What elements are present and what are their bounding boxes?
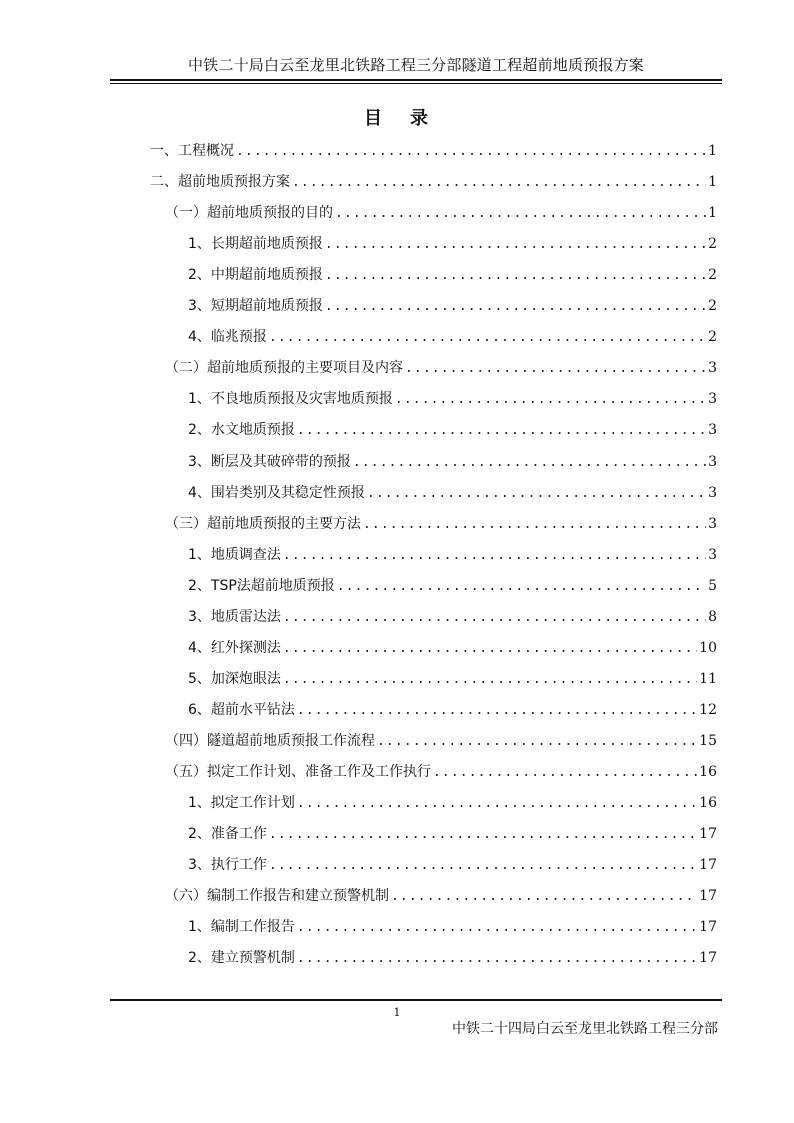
toc-entry[interactable] xyxy=(188,792,717,818)
toc-entry[interactable] xyxy=(188,295,717,321)
page-number: 1 xyxy=(393,1006,401,1019)
toc-entry-page: 3 xyxy=(708,360,717,377)
toc-entry[interactable] xyxy=(188,544,717,570)
toc-entry-leader xyxy=(269,330,706,345)
toc-entry[interactable] xyxy=(188,854,717,880)
toc-entry-leader xyxy=(367,486,706,501)
toc-entry-label: （五）拟定工作计划、准备工作及工作执行 xyxy=(165,764,431,780)
toc-entry-label: 1、地质调查法 xyxy=(188,546,281,563)
header-rule-thin xyxy=(110,83,722,84)
toc-entry-leader xyxy=(335,206,706,221)
toc-entry[interactable] xyxy=(188,482,717,508)
toc-entry-page: 2 xyxy=(708,236,717,253)
toc-entry[interactable] xyxy=(188,606,717,632)
toc-entry-page: 16 xyxy=(699,795,717,812)
toc-entry-leader xyxy=(297,796,697,811)
toc-entry-page: 2 xyxy=(708,267,717,284)
toc-entry-label: 一、工程概况 xyxy=(150,143,234,159)
toc-entry-leader xyxy=(283,610,706,625)
toc-entry-leader xyxy=(297,423,706,438)
toc-entry[interactable] xyxy=(165,202,717,228)
toc-entry-label: 二、超前地质预报方案 xyxy=(150,174,290,191)
toc-title xyxy=(0,104,794,130)
toc-entry-leader xyxy=(433,765,697,780)
toc-entry-label: 2、中期超前地质预报 xyxy=(188,267,323,284)
toc-entry[interactable] xyxy=(188,916,717,942)
toc-entry-page: 11 xyxy=(699,670,717,687)
toc-entry-page: 17 xyxy=(699,888,717,905)
toc-entry-leader xyxy=(297,703,697,718)
toc-entry-label: （四）隧道超前地质预报工作流程 xyxy=(165,732,375,749)
footer-rule xyxy=(110,999,722,1001)
toc-entry-label: 1、编制工作报告 xyxy=(188,919,295,936)
toc-title-char-1: 目 xyxy=(364,108,384,129)
toc-entry[interactable] xyxy=(188,699,717,725)
toc-entry-leader xyxy=(292,175,706,190)
toc-entry-page: 17 xyxy=(699,950,717,967)
toc-entry[interactable] xyxy=(188,326,717,352)
toc-entry[interactable] xyxy=(188,947,717,973)
toc-entry-page: 2 xyxy=(708,298,717,315)
toc-entry-label: （六）编制工作报告和建立预警机制 xyxy=(165,888,389,905)
toc-entry[interactable] xyxy=(188,264,717,290)
toc-entry-page: 1 xyxy=(708,174,717,191)
toc-entry-label: 2、TSP法超前地质预报 xyxy=(188,577,335,594)
toc-entry-page: 3 xyxy=(708,515,717,532)
toc-entry-leader xyxy=(269,827,697,842)
toc-entry-leader xyxy=(325,268,706,283)
toc-entry-page: 3 xyxy=(708,391,717,408)
toc-entry-leader xyxy=(283,641,697,656)
toc-entry[interactable] xyxy=(165,730,717,756)
toc-entry-page: 3 xyxy=(708,546,717,563)
toc-entry-leader xyxy=(269,858,697,873)
toc-entry-label: （三）超前地质预报的主要方法 xyxy=(165,515,361,532)
toc-entry[interactable] xyxy=(188,233,717,259)
toc-entry-page: 1 xyxy=(708,205,717,222)
toc-entry[interactable] xyxy=(188,668,717,694)
toc-entry-label: 2、水文地质预报 xyxy=(188,422,295,439)
toc-entry[interactable] xyxy=(188,637,717,663)
toc-entry-page: 10 xyxy=(699,639,717,656)
toc-entry[interactable] xyxy=(188,823,717,849)
toc-entry[interactable] xyxy=(150,140,717,166)
toc-entry-page: 1 xyxy=(708,143,717,159)
toc-entry-leader xyxy=(391,889,697,904)
toc-entry-leader xyxy=(297,951,697,966)
toc-entry-label: 4、红外探测法 xyxy=(188,639,281,656)
toc-entry[interactable] xyxy=(188,451,717,477)
toc-entry-leader xyxy=(297,920,697,935)
toc-entry-page: 12 xyxy=(699,701,717,718)
toc-entry-label: 1、拟定工作计划 xyxy=(188,795,295,812)
toc-entry-leader xyxy=(337,579,706,594)
toc-entry-page: 5 xyxy=(708,577,717,594)
toc-entry-leader xyxy=(325,237,706,252)
toc-entry[interactable] xyxy=(165,357,717,383)
toc-entry-label: 1、长期超前地质预报 xyxy=(188,236,323,253)
toc-entry-page: 2 xyxy=(708,329,717,346)
toc-entry[interactable] xyxy=(150,171,717,197)
toc-entry-label: 2、准备工作 xyxy=(188,826,267,843)
header-rule-thick xyxy=(110,79,722,81)
toc-entry[interactable] xyxy=(165,513,717,539)
footer-organization: 中铁二十四局白云至龙里北铁路工程三分部 xyxy=(452,1021,718,1037)
toc-entry-page: 3 xyxy=(708,484,717,501)
toc-entry-page: 17 xyxy=(699,857,717,874)
toc-entry-page: 17 xyxy=(699,919,717,936)
toc-entry[interactable] xyxy=(188,388,717,414)
toc-entry-page: 17 xyxy=(699,826,717,843)
toc-entry-label: 3、地质雷达法 xyxy=(188,608,281,625)
toc-entry-label: 3、断层及其破碎带的预报 xyxy=(188,453,351,470)
toc-entry-page: 16 xyxy=(699,764,717,780)
toc-entry-leader xyxy=(283,672,697,687)
toc-entry-leader xyxy=(283,548,706,563)
toc-entry-label: 3、短期超前地质预报 xyxy=(188,298,323,315)
toc-title-char-2: 录 xyxy=(410,108,430,129)
toc-entry-page: 8 xyxy=(708,608,717,625)
toc-entry-label: 5、加深炮眼法 xyxy=(188,670,281,687)
toc-entry-leader xyxy=(236,144,706,159)
toc-entry-page: 15 xyxy=(699,732,717,749)
toc-entry-label: （一）超前地质预报的目的 xyxy=(165,205,333,222)
toc-entry-label: 6、超前水平钻法 xyxy=(188,701,295,718)
toc-entry-label: 2、建立预警机制 xyxy=(188,950,295,967)
toc-entry[interactable] xyxy=(165,885,717,911)
toc-entry[interactable] xyxy=(165,761,717,787)
toc-entry-label: 4、临兆预报 xyxy=(188,329,267,346)
toc-entry-page: 3 xyxy=(708,422,717,439)
toc-entry-label: 1、不良地质预报及灾害地质预报 xyxy=(188,391,393,408)
running-header: 中铁二十局白云至龙里北铁路工程三分部隧道工程超前地质预报方案 xyxy=(187,56,644,74)
toc-entry-leader xyxy=(325,299,706,314)
toc-entry-label: 4、围岩类别及其稳定性预报 xyxy=(188,484,365,501)
toc-entry-leader xyxy=(377,734,697,749)
toc-entry-label: 3、执行工作 xyxy=(188,857,267,874)
toc-entry-label: （二）超前地质预报的主要项目及内容 xyxy=(165,360,403,377)
toc-entry-leader xyxy=(353,455,706,470)
toc-entry[interactable] xyxy=(188,419,717,445)
toc-entry-leader xyxy=(395,392,706,407)
toc-entry-leader xyxy=(363,517,706,532)
toc-entry[interactable] xyxy=(188,575,717,601)
toc-entry-page: 3 xyxy=(708,453,717,470)
toc-entry-leader xyxy=(405,361,706,376)
